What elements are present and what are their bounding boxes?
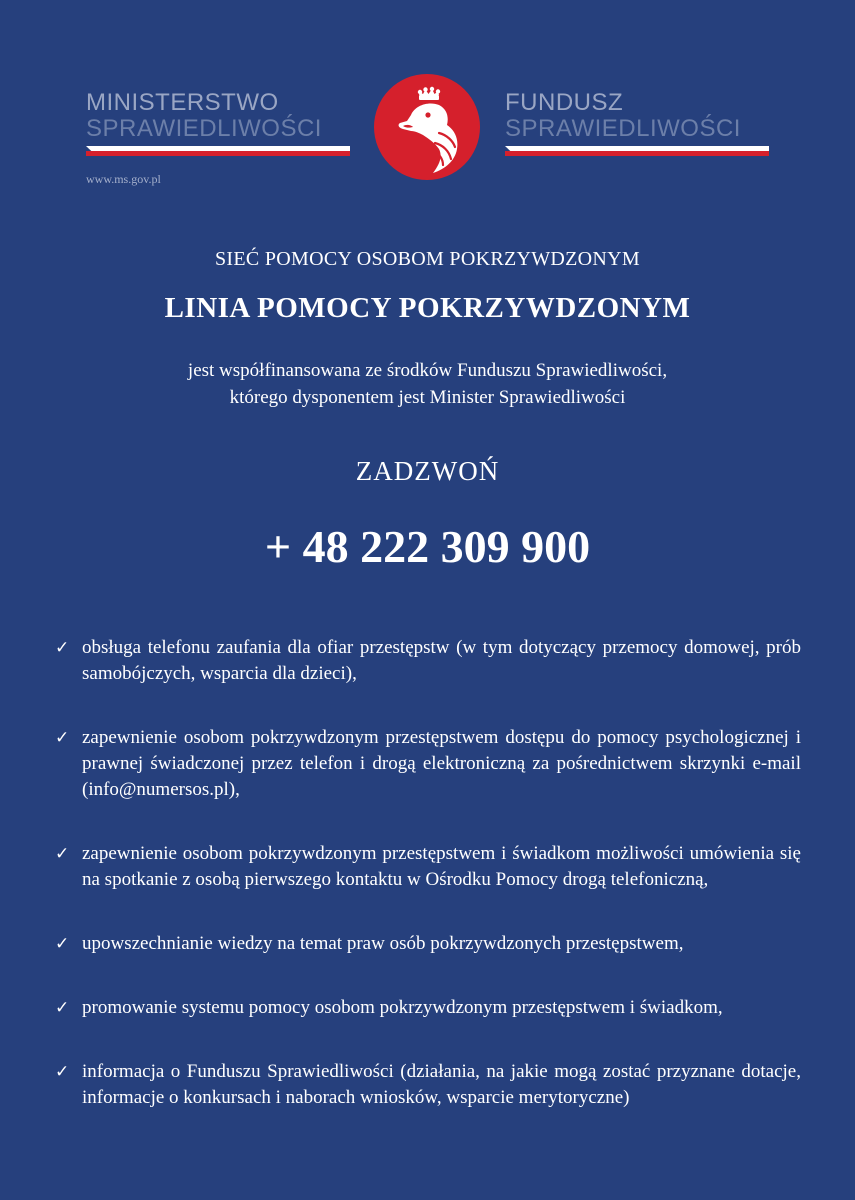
ministry-name-line1: MINISTERSTWO — [86, 89, 279, 116]
ministry-logo — [86, 90, 356, 156]
flag-stripe-right — [505, 146, 769, 156]
checkmark-icon: ✓ — [55, 1062, 70, 1082]
services-list — [55, 635, 801, 1149]
fund-name-line2: SPRAWIEDLIWOŚCI — [505, 115, 741, 142]
fund-name-line1: FUNDUSZ — [505, 89, 624, 116]
header — [0, 0, 855, 200]
checkmark-icon: ✓ — [55, 844, 70, 864]
service-text: zapewnienie osobom pokrzywdzonym przestępstwem i świadkom możliwości umówienia się na spotkanie z osobą pierwszego kontaktu w Ośrodku Pomocy drogą telefoniczną, — [82, 843, 801, 890]
service-text: zapewnienie osobom pokrzywdzonym przestępstwem dostępu do pomocy psychologicznej i prawnej świadczonej przez telefon i drogą elektroniczną za pośrednictwem skrzynki e-mail (info@numersos.pl), — [82, 727, 801, 800]
website-link[interactable]: www.ms.gov.pl — [86, 172, 161, 186]
fund-logo — [505, 90, 775, 156]
service-text: obsługa telefonu zaufania dla ofiar przestępstw (w tym dotyczący przemocy domowej, prób samobójczych, wsparcia dla dzieci), — [82, 637, 801, 684]
service-text: promowanie systemu pomocy osobom pokrzywdzonym przestępstwem i świadkom, — [82, 997, 723, 1018]
list-item — [55, 841, 801, 893]
ministry-name-line2: SPRAWIEDLIWOŚCI — [86, 115, 322, 142]
checkmark-icon: ✓ — [55, 638, 70, 658]
checkmark-icon: ✓ — [55, 998, 70, 1018]
service-text: upowszechnianie wiedzy na temat praw osób pokrzywdzonych przestępstwem, — [82, 933, 684, 954]
intro-line-1: jest współfinansowana ze środków Funduszu Sprawiedliwości, — [187, 360, 668, 381]
checkmark-icon: ✓ — [55, 934, 70, 954]
list-item — [55, 995, 801, 1021]
list-item — [55, 725, 801, 803]
intro-line-2: którego dysponentem jest Minister Sprawiedliwości — [229, 387, 626, 408]
checkmark-icon: ✓ — [55, 728, 70, 748]
network-subtitle: SIEĆ POMOCY OSOBOM POKRZYWDZONYM — [214, 248, 640, 270]
intro-text — [0, 357, 855, 411]
phone-number[interactable]: + 48 222 309 900 — [264, 521, 591, 572]
list-item — [55, 931, 801, 957]
white-eagle-emblem-icon — [373, 73, 481, 181]
call-label: ZADZWOŃ — [355, 456, 500, 486]
flag-stripe-left — [86, 146, 350, 156]
list-item — [55, 635, 801, 687]
service-text: informacja o Funduszu Sprawiedliwości (działania, na jakie mogą zostać przyznane dotacje, informacje o konkursach i naborach wniosków, wsparcie merytoryczne) — [82, 1061, 801, 1108]
page-title: LINIA POMOCY POKRZYWDZONYM — [164, 292, 691, 324]
list-item — [55, 1059, 801, 1111]
